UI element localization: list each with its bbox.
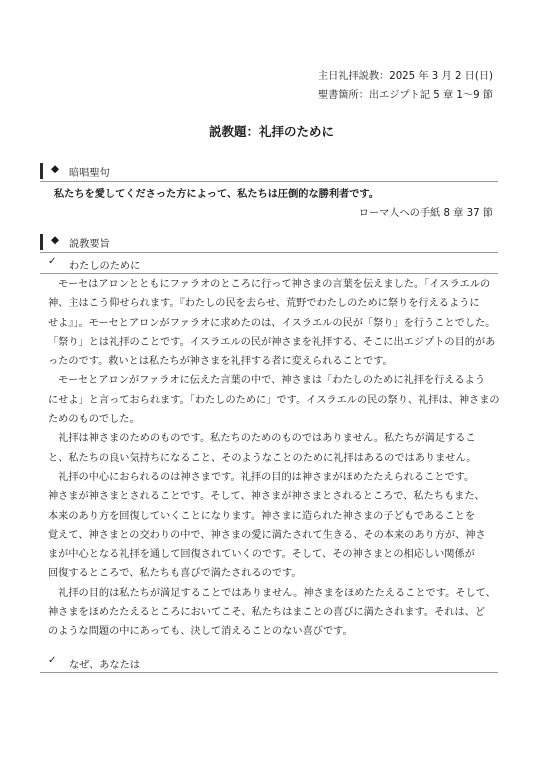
section-memory-label: 暗唱聖句 xyxy=(69,168,110,179)
body-line: ためのものでした。 xyxy=(48,414,140,426)
body-line: ったのです。救いとは私たちが神さまを礼拝する者に変えられることです。 xyxy=(48,356,393,368)
scripture-passage: 聖書箇所：出エジプト記 5 章 1〜9 節 xyxy=(317,90,493,101)
memory-verse-reference: ローマ人への手紙 8 章 37 節 xyxy=(358,208,493,219)
section-memory-verse-heading xyxy=(40,162,498,182)
sermon-body xyxy=(48,275,500,642)
body-line: のような問題の中にあっても、決して消えることのない喜びです。 xyxy=(48,626,353,638)
section-bar-marker xyxy=(40,234,43,250)
body-line: 神さまをほめたたえるところにおいてこそ、私たちはまことの喜びに満たされます。それは、ど xyxy=(48,607,486,619)
service-date: 主日礼拝説教：2025 年 3 月 2 日(日) xyxy=(317,71,493,82)
body-line: 「祭り」とは礼拝のことです。イスラエルの民が神さまを礼拝する、そこに出エジプトの目的があ xyxy=(48,336,496,348)
body-line: 礼拝は神さまのためのものです。私たちのためのものではありません。私たちが満足するこ xyxy=(48,433,476,445)
checkmark-icon: ✓ xyxy=(48,655,57,666)
body-line: 礼拝の目的は私たちが満足することではありません。神さまをほめたたえることです。そして、 xyxy=(48,587,496,599)
subsection-for-me-label: わたしのために xyxy=(69,261,141,272)
section-bar-marker xyxy=(40,163,43,179)
memory-verse-text: 私たちを愛してくださった方によって、私たちは圧倒的な勝利者です。 xyxy=(54,189,379,200)
body-line: 神さまが神さまとされることです。そして、神さまが神さまとされるところで、私たちもまた、 xyxy=(48,491,485,503)
body-line: と、私たちの良い気持ちになること、そのようなことのために礼拝はあるのではありません。 xyxy=(48,452,477,464)
subsection-for-me-heading xyxy=(40,255,498,274)
body-line: 本来のあり方を回復していくことになります。神さまに造られた神さまの子どもであることを xyxy=(48,510,476,522)
body-line: 礼拝の中心におられるのは神さまです。礼拝の目的は神さまがほめたたえられることです。 xyxy=(48,471,475,483)
section-summary-heading xyxy=(40,233,498,253)
subsection-why-you-label: なぜ、あなたは xyxy=(69,660,141,671)
subsection-why-you-heading xyxy=(40,654,498,673)
body-line: にせよ」と言っておられます。「わたしのために」です。イスラエルの民の祭り、礼拝は、神さまの xyxy=(48,394,500,406)
body-line: モーセとアロンがファラオに伝えた言葉の中で、神さまは「わたしのために礼拝を行えるよう xyxy=(48,375,486,387)
body-line: 覚えて、神さまとの交わりの中で、神さまの愛に満たされて生きる、その本来のあり方が、神さ xyxy=(48,529,486,541)
body-line: せよ』」。モーセとアロンがファラオに求めたのは、イスラエルの民が「祭り」を行うことでした。 xyxy=(48,317,496,329)
body-line: 回復するところで、私たちも喜びで満たされるのです。 xyxy=(48,568,302,580)
diamond-bullet-icon: ◆ xyxy=(51,163,60,175)
checkmark-icon: ✓ xyxy=(48,256,57,267)
diamond-bullet-icon: ◆ xyxy=(51,234,60,246)
body-line: まが中心となる礼拝を通して回復されていくのです。そして、その神さまとの相応しい関係が xyxy=(48,549,475,561)
body-line: 神、主はこう仰せられます。『わたしの民を去らせ、荒野でわたしのために祭りを行えるように xyxy=(48,298,480,310)
body-line: モーセはアロンとともにファラオのところに行って神さまの言葉を伝えました。「イスラエルの xyxy=(48,279,491,290)
sermon-title: 説教題：礼拝のために xyxy=(208,124,334,139)
section-summary-label: 説教要旨 xyxy=(69,239,110,250)
